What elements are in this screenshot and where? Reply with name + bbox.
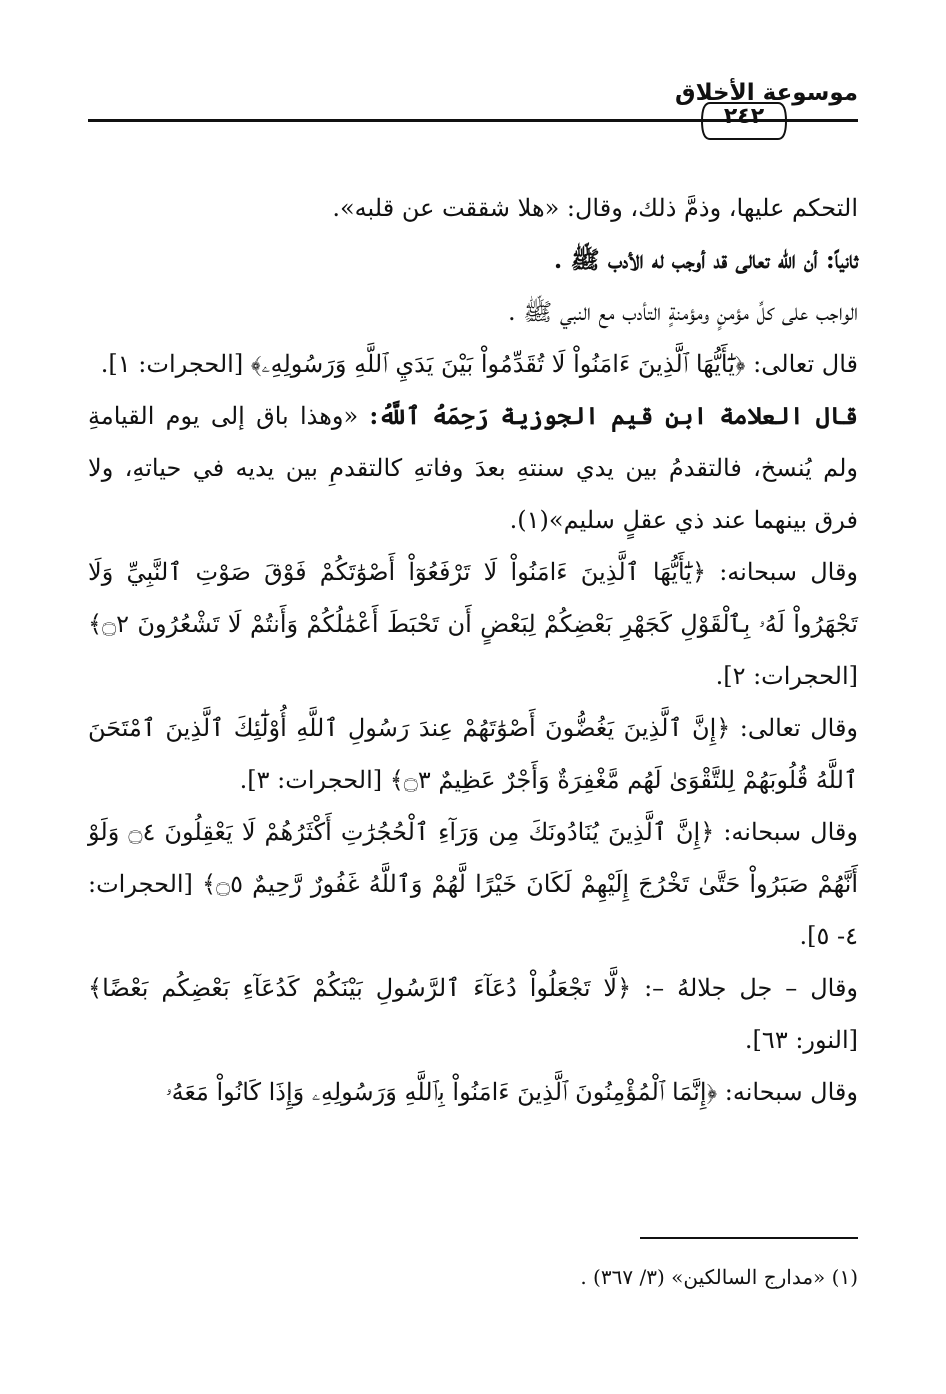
main-text: [88, 182, 858, 1118]
paragraph-8: وقال سبحانه: ﴿إِنَّ ٱلَّذِينَ يُنَادُونَكَ مِن وَرَآءِ ٱلْحُجُرَٰتِ أَكْثَرُهُمْ لَا يَعْقِلُونَ ۝٤ وَلَوْ أَنَّهُمْ صَبَرُواْ حَتَّىٰ تَخْرُجَ إِلَيْهِمْ لَكَانَ خَيْرًا لَّهُمْ وَٱللَّهُ غَفُورٌ رَّحِيمٌ ۝٥﴾ [الحجرات: ٤- ٥].: [88, 818, 859, 950]
quote-text: «وهذا باق إلى يوم القيامةِ ولم يُنسخ، فالتقدمُ بين يدي سنتهِ بعدَ وفاتهِ كالتقدمِ بين يديه في حياتهِ، ولا فرق بينهما عند ذي عقلٍ سليم»(١).: [88, 402, 858, 534]
paragraph-4: قال تعالى: ﴿يَٰٓأَيُّهَا ٱلَّذِينَ ءَامَنُواْ لَا تُقَدِّمُواْ بَيْنَ يَدَيِ ٱللَّهِ وَرَسُولِهِۦ﴾ [الحجرات: ١].: [100, 350, 858, 378]
paragraph-9: وقال – جل جلالهُ –: ﴿لَّا تَجْعَلُواْ دُعَآءَ ٱلرَّسُولِ بَيْنَكُمْ كَدُعَآءِ بَعْضِكُم بَعْضًا﴾ [النور: ٦٣].: [88, 974, 859, 1054]
footnote-rule: [640, 1237, 858, 1239]
page-number: ٢٤٢: [723, 104, 765, 129]
page-header: [88, 78, 858, 138]
book-title: موسوعة الأخلاق: [675, 80, 858, 106]
header-rule-right: [458, 119, 858, 122]
quote-author: قال العلامة ابن قيم الجوزية رَحِمَهُ ٱللَّهُ:: [369, 401, 858, 430]
paragraph-7: وقال تعالى: ﴿إِنَّ ٱلَّذِينَ يَغُضُّونَ أَصْوَٰتَهُمْ عِندَ رَسُولِ ٱللَّهِ أُوْلَٰٓئِكَ ٱلَّذِينَ ٱمْتَحَنَ ٱللَّهُ قُلُوبَهُمْ لِلتَّقْوَىٰ لَهُم مَّغْفِرَةٌ وَأَجْرٌ عَظِيمٌ ۝٣﴾ [الحجرات: ٣].: [88, 714, 858, 794]
section-heading: ثانياً: أن اللّه تعالى قد أوجب له الأدب ﷺ .: [553, 245, 858, 274]
footnote: (١) «مدارج السالكين» (٣/ ٣٦٧) .: [580, 1265, 858, 1289]
paragraph-1: التحكم عليها، وذمَّ ذلك، وقال: «هلا شققت عن قلبه».: [332, 194, 858, 222]
paragraph-6: وقال سبحانه: ﴿يَٰٓأَيُّهَا ٱلَّذِينَ ءَامَنُواْ لَا تَرْفَعُوٓاْ أَصْوَٰتَكُمْ فَوْقَ صَوْتِ ٱلنَّبِيِّ وَلَا تَجْهَرُواْ لَهُۥ بِٱلْقَوْلِ كَجَهْرِ بَعْضِكُمْ لِبَعْضٍ أَن تَحْبَطَ أَعْمَٰلُكُمْ وَأَنتُمْ لَا تَشْعُرُونَ ۝٢﴾ [الحجرات: ٢].: [88, 558, 858, 690]
paragraph-10: وقال سبحانه: ﴿إِنَّمَا ٱلْمُؤْمِنُونَ ٱلَّذِينَ ءَامَنُواْ بِٱللَّهِ وَرَسُولِهِۦ وَإِذَا كَانُواْ مَعَهُۥ: [165, 1078, 858, 1106]
paragraph-3: الواجب على كلِّ مؤمنٍ ومؤمنةٍ التأدب مع النبي ﷺ .: [508, 298, 858, 326]
paragraph-5: [88, 390, 858, 546]
page-number-frame: [696, 100, 792, 142]
